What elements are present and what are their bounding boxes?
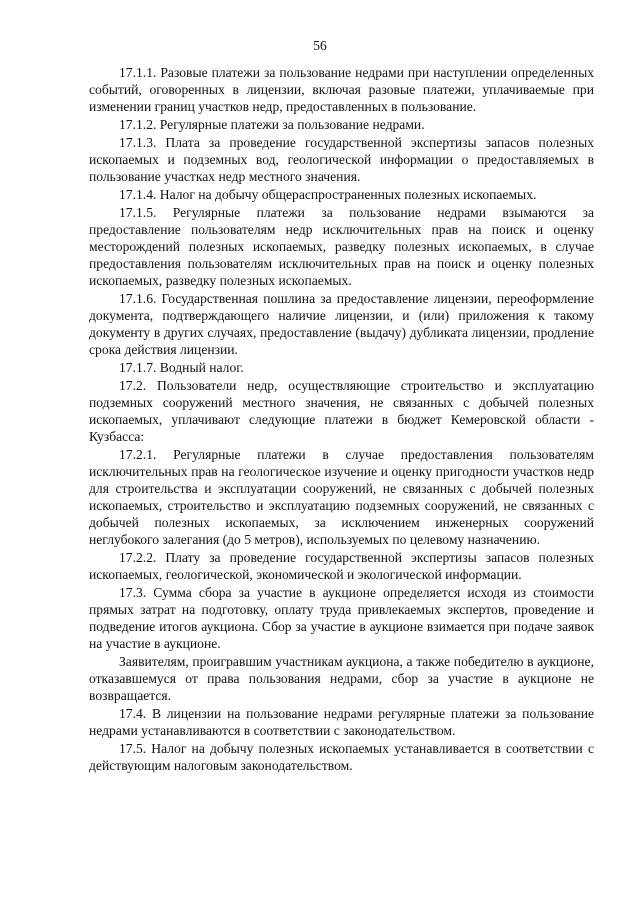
paragraph-17-2-2: 17.2.2. Плату за проведение государственной экспертизы запасов полезных ископаемых, геологической, экономической и экологической информации. [89, 550, 594, 582]
paragraph-17-1-2: 17.1.2. Регулярные платежи за пользование недрами. [119, 117, 425, 132]
paragraph-17-5: 17.5. Налог на добычу полезных ископаемых устанавливается в соответствии с действующим налоговым законодательством. [89, 741, 594, 773]
paragraph-17-2: 17.2. Пользователи недр, осуществляющие строительство и эксплуатацию подземных сооружений местного значения, не связанных с добычей полезных ископаемых, уплачивают следующие платежи в бюджет Кемеровской области - Кузбасса: [89, 378, 594, 444]
paragraph-17-1-4: 17.1.4. Налог на добычу общераспространенных полезных ископаемых. [119, 187, 537, 202]
paragraph-17-1-3: 17.1.3. Плата за проведение государственной экспертизы запасов полезных ископаемых и подземных вод, геологической информации о предоставляемых в пользование участках недр местного значения. [89, 135, 594, 184]
paragraph-17-3-continued: Заявителям, проигравшим участникам аукциона, а также победителю в аукционе, отказавшемуся от права пользования недрами, сбор за участие в аукционе не возвращается. [89, 654, 594, 703]
paragraph-17-1-1: 17.1.1. Разовые платежи за пользование недрами при наступлении определенных событий, оговоренных в лицензии, включая разовые платежи, уплачиваемые при изменении границ участков недр, предоставленных в пользование. [89, 65, 594, 114]
paragraph-17-4: 17.4. В лицензии на пользование недрами регулярные платежи за пользование недрами устанавливаются в соответствии с законодательством. [89, 706, 594, 738]
document-body [89, 64, 594, 775]
paragraph-17-2-1: 17.2.1. Регулярные платежи в случае предоставления пользователям исключительных прав на геологическое изучение и оценку пригодности участков недр для строительства и эксплуатации сооружений, не связанных с добычей полезных ископаемых, строительство и эксплуатацию подземных сооружений, не связанных с добычей полезных ископаемых, за исключением инженерных сооружений неглубокого залегания (до 5 метров), используемых по целевому назначению. [89, 447, 594, 547]
paragraph-17-1-7: 17.1.7. Водный налог. [119, 360, 244, 375]
paragraph-17-3: 17.3. Сумма сбора за участие в аукционе определяется исходя из стоимости прямых затрат на подготовку, оплату труда привлекаемых экспертов, проведение и подведение итогов аукциона. Сбор за участие в аукционе взимается при подаче заявок на участие в аукционе. [89, 585, 594, 651]
page-number: 56 [313, 38, 327, 53]
paragraph-17-1-6: 17.1.6. Государственная пошлина за предоставление лицензии, переоформление документа, подтверждающего наличие лицензии, и (или) приложения к такому документу в других случаях, предоставление (выдачу) дубликата лицензии, продление срока действия лицензии. [89, 291, 594, 357]
paragraph-17-1-5: 17.1.5. Регулярные платежи за пользование недрами взымаются за предоставление пользователям недр исключительных прав на поиск и оценку месторождений полезных ископаемых, разведку полезных ископаемых, в случае предоставления пользователям исключительных прав на поиск и оценку полезных ископаемых, разведку полезных ископаемых. [89, 205, 594, 288]
